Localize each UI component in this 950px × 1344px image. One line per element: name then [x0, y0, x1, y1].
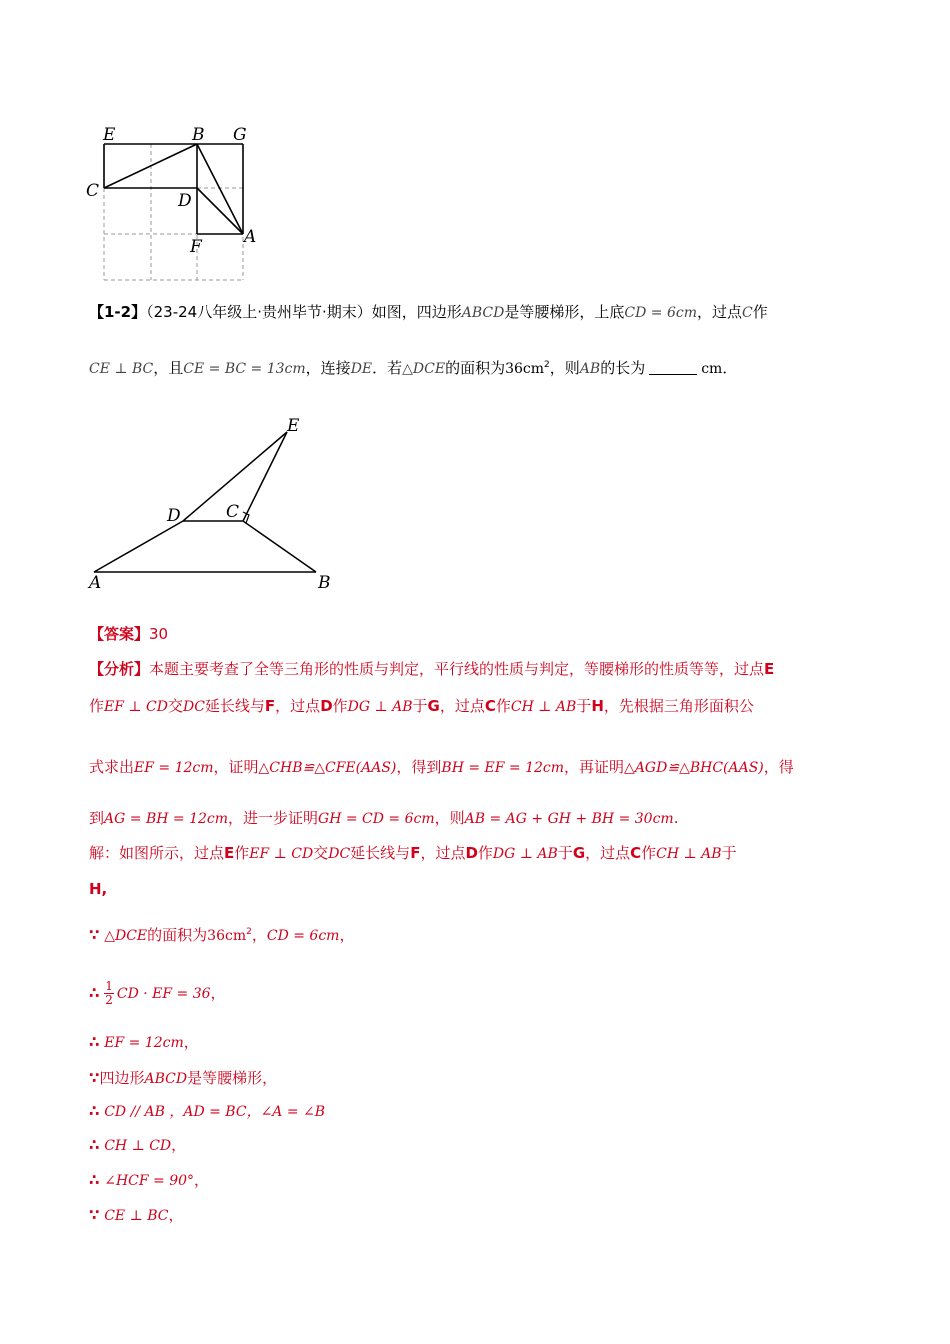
solution-line-10: ∵ CE ⊥ BC， — [89, 1206, 184, 1224]
answer-label: 【答案】 — [89, 625, 150, 643]
solution-line-4: ∴ $\frac{1}{2}$ CD · EF = 36， — [89, 979, 226, 1007]
solution-line-8: ∴ CH ⊥ CD， — [89, 1136, 187, 1154]
solution-line-3: ∵ △DCE的面积为$36cm^2$，CD = 6cm， — [89, 926, 355, 944]
label-D: D — [178, 191, 192, 211]
problem-source: （23-24八年级上·贵州毕节·期末） — [146, 303, 372, 321]
label-D2: D — [167, 506, 181, 526]
label-E2: E — [287, 416, 300, 436]
analysis-line-4: 到AG = BH = 12cm，进一步证明GH = CD = 6cm，则AB = AG + GH + BH = 30cm. — [89, 809, 679, 827]
analysis-line-1: 【分析】本题主要考查了全等三角形的性质与判定，平行线的性质与判定，等腰梯形的性质等等，过点E — [89, 660, 775, 678]
answer-value: 30 — [149, 625, 169, 643]
solution-line-2: H, — [89, 880, 108, 898]
label-B2: B — [318, 573, 331, 593]
solution-line-5: ∴ EF = 12cm， — [89, 1033, 199, 1051]
solution-line-1: 解：如图所示，过点E作EF ⊥ CD交DC延长线与F，过点D作DG ⊥ AB于G，过点C作CH ⊥ AB于 — [89, 844, 737, 862]
label-C2: C — [226, 502, 240, 522]
label-G: G — [233, 125, 247, 145]
analysis-line-2: 作EF ⊥ CD交DC延长线与F，过点D作DG ⊥ AB于G，过点C作CH ⊥ AB于H，先根据三角形面积公 — [89, 697, 754, 715]
answer-line — [89, 624, 910, 644]
problem-number: 【1-2】 — [89, 303, 147, 321]
grid-figure — [80, 120, 270, 285]
label-F: F — [190, 237, 202, 257]
label-A: A — [244, 227, 257, 247]
label-E: E — [103, 125, 116, 145]
trapezoid-figure — [80, 410, 350, 600]
label-C: C — [86, 181, 100, 201]
solution-line-7: ∴ CD // AB ，AD = BC，∠A = ∠B — [89, 1102, 326, 1120]
label-B: B — [192, 125, 205, 145]
label-A2: A — [89, 573, 102, 593]
fraction-half: $\frac{1}{2}$ — [105, 979, 113, 1007]
solution-line-9: ∴ ∠HCF = 90°， — [89, 1171, 210, 1189]
analysis-line-3: 式求出EF = 12cm，证明△CHB≌△CFE(AAS)，得到BH = EF = 12cm，再证明△AGD≌△BHC(AAS)，得 — [89, 758, 794, 776]
problem-line-2: CE ⊥ BC，且CE = BC = 13cm，连接DE．若△DCE的面积为$36cm^2$，则AB的长为 cm． — [89, 359, 738, 377]
answer-blank — [649, 360, 697, 375]
problem-line-1: 【1-2】（23-24八年级上·贵州毕节·期末）如图，四边形ABCD是等腰梯形，上底CD = 6cm，过点C作 — [89, 303, 768, 321]
solution-line-6: ∵四边形ABCD是等腰梯形， — [89, 1069, 278, 1087]
